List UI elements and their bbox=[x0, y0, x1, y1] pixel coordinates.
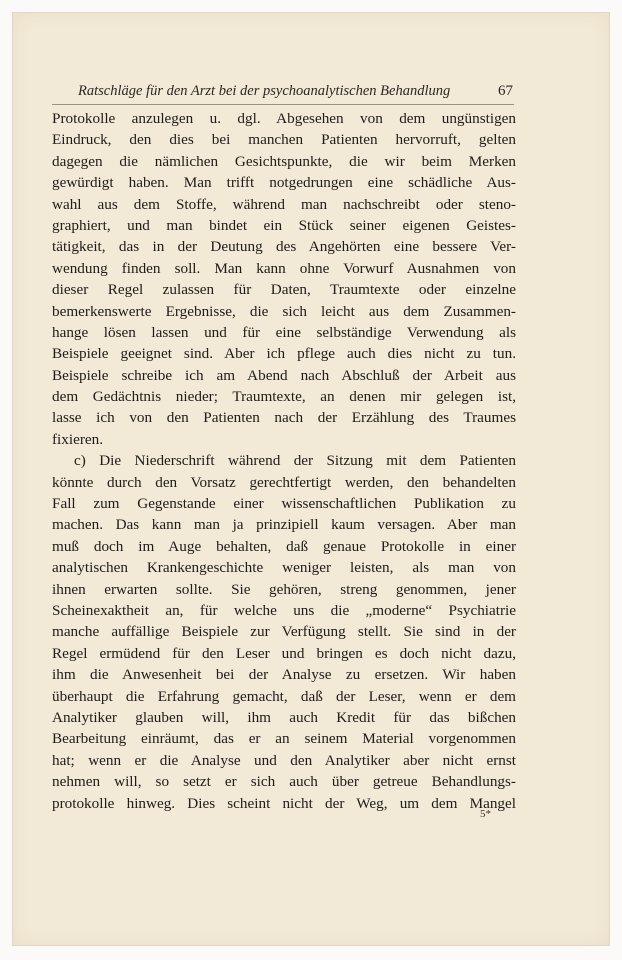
running-head bbox=[78, 80, 513, 102]
text-line: graphiert, und man bindet ein Stück seiner eigenen Geistes- bbox=[52, 216, 516, 234]
text-line: muß doch im Auge behalten, daß genaue Protokolle in einer bbox=[52, 537, 516, 555]
text-line: wendung finden soll. Man kann ohne Vorwurf Ausnahmen von bbox=[52, 259, 516, 277]
text-line: Bearbeitung einräumt, das er an seinem Material vorgenommen bbox=[52, 730, 516, 748]
text-line: Scheinexaktheit an, für welche uns die „moderne“ Psychiatrie bbox=[52, 601, 516, 619]
text-line: überhaupt die Erfahrung gemacht, daß der Leser, wenn er dem bbox=[52, 687, 516, 705]
text-line: ihm die Anwesenheit bei der Analyse zu ersetzen. Wir haben bbox=[52, 666, 516, 684]
text-line: könnte durch den Vorsatz gerechtfertigt werden, den behandelten bbox=[52, 473, 516, 491]
text-line: machen. Das kann man ja prinzipiell kaum versagen. Aber man bbox=[52, 516, 516, 534]
text-line: tätigkeit, das in der Deutung des Angehörten eine bessere Ver- bbox=[52, 238, 516, 256]
page-number: 67 bbox=[498, 83, 513, 99]
text-line: Eindruck, den dies bei manchen Patienten hervorruft, gelten bbox=[52, 131, 516, 149]
text-line: dem Gedächtnis nieder; Traumtexte, an denen mir gelegen ist, bbox=[52, 388, 516, 406]
running-head-title: Ratschläge für den Arzt bei der psychoanalytischen Behandlung bbox=[78, 83, 451, 99]
text-line: Beispiele geeignet sind. Aber ich pflege auch dies nicht zu tun. bbox=[52, 345, 516, 363]
text-line: Analytiker glauben will, ihm auch Kredit für das bißchen bbox=[52, 708, 516, 726]
text-line: analytischen Krankengeschichte weniger leisten, als man von bbox=[52, 559, 516, 577]
text-line: bemerkenswerte Ergebnisse, die sich leicht aus dem Zusammen- bbox=[52, 302, 516, 320]
text-line: wahl aus dem Stoffe, während man nachschreibt oder steno- bbox=[52, 195, 516, 213]
text-line: nehmen will, so setzt er sich auch über getreue Behandlungs- bbox=[52, 773, 516, 791]
text-line: gewürdigt haben. Man trifft notgedrungen eine schädliche Aus- bbox=[52, 174, 516, 192]
text-line: Fall zum Gegenstande einer wissenschaftlichen Publikation zu bbox=[52, 495, 516, 513]
text-line: Protokolle anzulegen u. dgl. Abgesehen von dem ungünstigen bbox=[52, 110, 516, 127]
text-line: ihnen erwarten sollte. Sie gehören, streng genommen, jener bbox=[52, 580, 516, 598]
text-line: Regel ermüdend für den Leser und bringen es doch nicht dazu, bbox=[52, 644, 516, 662]
text-line: manche auffällige Beispiele zur Verfügung stellt. Sie sind in der bbox=[52, 623, 516, 641]
body-text bbox=[52, 108, 516, 814]
paragraph-start-line: c) Die Niederschrift während der Sitzung mit dem Patienten bbox=[74, 452, 516, 470]
text-line: dagegen die nämlichen Gesichtspunkte, die wir beim Merken bbox=[52, 152, 516, 170]
text-line: dieser Regel zulassen für Daten, Traumtexte oder einzelne bbox=[52, 281, 516, 299]
text-line: protokolle hinweg. Dies scheint nicht der Weg, um dem Mangel bbox=[52, 794, 516, 812]
text-line: hat; wenn er die Analyse und den Analytiker aber nicht ernst bbox=[52, 751, 516, 769]
text-line: hange lösen lassen und für eine selbständige Verwendung als bbox=[52, 323, 516, 341]
printer-signature-mark: 5* bbox=[480, 808, 491, 820]
text-line: Beispiele schreibe ich am Abend nach Abschluß der Arbeit aus bbox=[52, 366, 516, 384]
paragraph-end-line: fixieren. bbox=[52, 430, 104, 448]
text-line: lasse ich von den Patienten nach der Erzählung des Traumes bbox=[52, 409, 516, 427]
header-rule bbox=[52, 104, 514, 105]
